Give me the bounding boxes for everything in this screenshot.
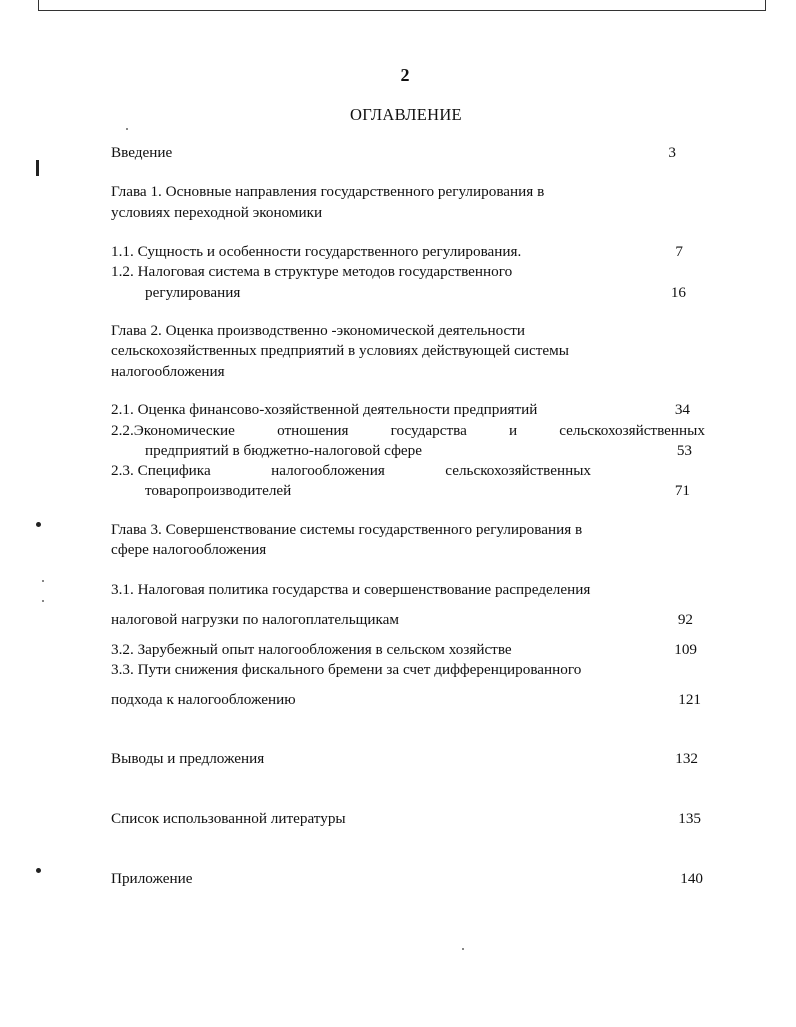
- toc-word: сельскохозяйственных: [445, 462, 591, 479]
- toc-label: 2.1. Оценка финансово-хозяйственной деятельности предприятий: [111, 401, 538, 418]
- toc-label: 3.1. Налоговая политика государства и совершенствование распределения: [111, 581, 591, 598]
- toc-label: Список использованной литературы: [111, 810, 346, 827]
- toc-justified-line: [111, 461, 591, 481]
- toc-page: 121: [678, 691, 701, 708]
- toc-label: товаропроизводителей: [145, 482, 292, 499]
- toc-page: 71: [674, 482, 690, 499]
- scan-frame-edge: [38, 0, 766, 11]
- scan-dot: [36, 868, 41, 873]
- toc-word: и: [508, 422, 518, 439]
- scan-dot: [36, 522, 41, 527]
- toc-label: 3.2. Зарубежный опыт налогообложения в сельском хозяйстве: [111, 641, 512, 658]
- toc-page: 3: [668, 144, 676, 161]
- toc-page: 16: [670, 284, 686, 301]
- toc-page: 132: [675, 750, 698, 767]
- page-title: ОГЛАВЛЕНИЕ: [350, 105, 462, 124]
- toc-label: 3.3. Пути снижения фискального бремени за счет дифференцированного: [111, 661, 582, 678]
- toc-label: Введение: [111, 144, 173, 161]
- toc-label: предприятий в бюджетно-налоговой сфере: [145, 442, 423, 459]
- chapter-heading-line: Глава 1. Основные направления государственного регулирования в: [111, 183, 545, 200]
- chapter-heading-line: условиях переходной экономики: [111, 204, 323, 221]
- toc-page: 109: [674, 641, 697, 658]
- toc-word: налогообложения: [271, 462, 385, 479]
- toc-label: налоговой нагрузки по налогоплательщикам: [111, 611, 399, 628]
- toc-label: Выводы и предложения: [111, 750, 265, 767]
- scan-speck: [42, 580, 44, 582]
- toc-word: отношения: [277, 422, 349, 439]
- toc-justified-line: [111, 421, 705, 441]
- toc-word: 2.3. Специфика: [111, 462, 211, 479]
- toc-word: 2.2.Экономические: [111, 422, 235, 439]
- toc-page: 34: [674, 401, 690, 418]
- toc-label: 1.1. Сущность и особенности государственного регулирования.: [111, 243, 522, 260]
- toc-label: 1.2. Налоговая система в структуре методов государственного: [111, 263, 513, 280]
- toc-label: регулирования: [145, 284, 241, 301]
- toc-page: 140: [680, 870, 703, 887]
- toc-page: 92: [677, 611, 693, 628]
- page-number: 2: [400, 65, 410, 85]
- scan-speck: [462, 948, 464, 950]
- chapter-heading-line: Глава 3. Совершенствование системы государственного регулирования в: [111, 521, 583, 538]
- toc-label: Приложение: [111, 870, 193, 887]
- toc-page: 53: [676, 442, 692, 459]
- toc-label: подхода к налогообложению: [111, 691, 296, 708]
- scan-speck: [126, 128, 128, 130]
- toc-word: сельскохозяйственных: [559, 422, 705, 439]
- scan-edge-mark: [36, 160, 39, 176]
- toc-page: 135: [678, 810, 701, 827]
- toc-word: государства: [390, 422, 467, 439]
- chapter-heading-line: налогообложения: [111, 363, 225, 380]
- chapter-heading-line: сфере налогообложения: [111, 541, 267, 558]
- chapter-heading-line: Глава 2. Оценка производственно -экономической деятельности: [111, 322, 526, 339]
- scan-speck: [42, 600, 44, 602]
- toc-page: 7: [675, 243, 683, 260]
- chapter-heading-line: сельскохозяйственных предприятий в условиях действующей системы: [111, 342, 569, 359]
